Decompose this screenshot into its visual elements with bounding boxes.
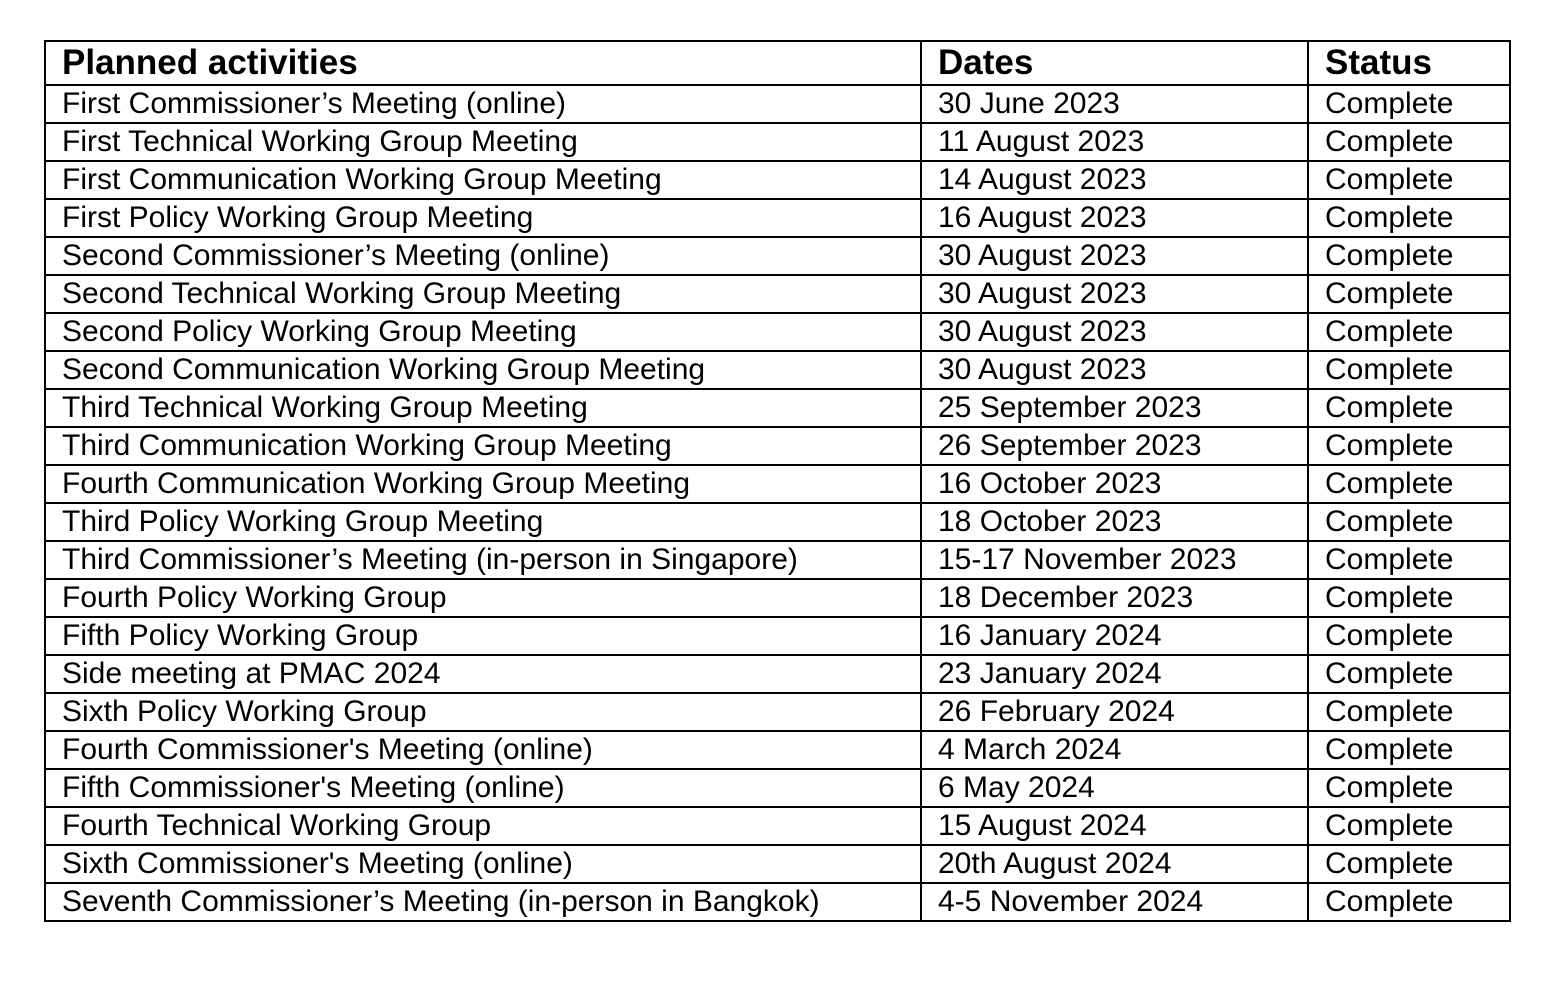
- date-cell: 4 March 2024: [921, 731, 1308, 769]
- status-cell: Complete: [1308, 883, 1510, 921]
- table-row: [45, 275, 1510, 313]
- activity-cell: First Technical Working Group Meeting: [45, 123, 921, 161]
- date-cell: 14 August 2023: [921, 161, 1308, 199]
- table-row: [45, 389, 1510, 427]
- table-row: [45, 123, 1510, 161]
- status-cell: Complete: [1308, 427, 1510, 465]
- status-cell: Complete: [1308, 313, 1510, 351]
- status-cell: Complete: [1308, 237, 1510, 275]
- table-row: [45, 199, 1510, 237]
- date-cell: 20th August 2024: [921, 845, 1308, 883]
- status-cell: Complete: [1308, 161, 1510, 199]
- activity-cell: Side meeting at PMAC 2024: [45, 655, 921, 693]
- activity-cell: Fourth Communication Working Group Meeting: [45, 465, 921, 503]
- table-row: [45, 313, 1510, 351]
- date-cell: 30 August 2023: [921, 313, 1308, 351]
- table-body: [45, 85, 1510, 921]
- activity-cell: Fourth Policy Working Group: [45, 579, 921, 617]
- table-row: [45, 351, 1510, 389]
- activity-cell: Second Technical Working Group Meeting: [45, 275, 921, 313]
- date-cell: 26 February 2024: [921, 693, 1308, 731]
- activity-cell: Second Communication Working Group Meeting: [45, 351, 921, 389]
- status-cell: Complete: [1308, 199, 1510, 237]
- status-cell: Complete: [1308, 693, 1510, 731]
- table-row: [45, 769, 1510, 807]
- status-cell: Complete: [1308, 845, 1510, 883]
- header-status: Status: [1308, 41, 1510, 85]
- date-cell: 26 September 2023: [921, 427, 1308, 465]
- status-cell: Complete: [1308, 351, 1510, 389]
- table-row: [45, 579, 1510, 617]
- table-row: [45, 161, 1510, 199]
- activity-cell: Fifth Commissioner's Meeting (online): [45, 769, 921, 807]
- date-cell: 15 August 2024: [921, 807, 1308, 845]
- table-row: [45, 85, 1510, 123]
- activity-cell: Third Technical Working Group Meeting: [45, 389, 921, 427]
- date-cell: 25 September 2023: [921, 389, 1308, 427]
- date-cell: 18 December 2023: [921, 579, 1308, 617]
- date-cell: 30 June 2023: [921, 85, 1308, 123]
- date-cell: 4-5 November 2024: [921, 883, 1308, 921]
- header-planned-activities: Planned activities: [45, 41, 921, 85]
- table-row: [45, 465, 1510, 503]
- status-cell: Complete: [1308, 731, 1510, 769]
- activity-cell: Fifth Policy Working Group: [45, 617, 921, 655]
- header-dates: Dates: [921, 41, 1308, 85]
- activity-cell: Fourth Commissioner's Meeting (online): [45, 731, 921, 769]
- status-cell: Complete: [1308, 275, 1510, 313]
- status-cell: Complete: [1308, 807, 1510, 845]
- table-row: [45, 807, 1510, 845]
- activity-cell: First Communication Working Group Meeting: [45, 161, 921, 199]
- activity-cell: Sixth Commissioner's Meeting (online): [45, 845, 921, 883]
- status-cell: Complete: [1308, 655, 1510, 693]
- status-cell: Complete: [1308, 503, 1510, 541]
- table-row: [45, 541, 1510, 579]
- activity-cell: Fourth Technical Working Group: [45, 807, 921, 845]
- activity-cell: Third Communication Working Group Meeting: [45, 427, 921, 465]
- table-row: [45, 617, 1510, 655]
- table-row: [45, 731, 1510, 769]
- date-cell: 18 October 2023: [921, 503, 1308, 541]
- table-header-row: [45, 41, 1510, 85]
- date-cell: 30 August 2023: [921, 237, 1308, 275]
- status-cell: Complete: [1308, 617, 1510, 655]
- date-cell: 15-17 November 2023: [921, 541, 1308, 579]
- date-cell: 23 January 2024: [921, 655, 1308, 693]
- status-cell: Complete: [1308, 541, 1510, 579]
- activities-table: [44, 40, 1511, 922]
- activity-cell: Third Policy Working Group Meeting: [45, 503, 921, 541]
- activity-cell: Third Commissioner’s Meeting (in-person in Singapore): [45, 541, 921, 579]
- table-row: [45, 503, 1510, 541]
- table-row: [45, 237, 1510, 275]
- table-row: [45, 883, 1510, 921]
- date-cell: 30 August 2023: [921, 275, 1308, 313]
- date-cell: 16 August 2023: [921, 199, 1308, 237]
- status-cell: Complete: [1308, 465, 1510, 503]
- status-cell: Complete: [1308, 85, 1510, 123]
- date-cell: 16 October 2023: [921, 465, 1308, 503]
- date-cell: 30 August 2023: [921, 351, 1308, 389]
- date-cell: 11 August 2023: [921, 123, 1308, 161]
- activity-cell: Seventh Commissioner’s Meeting (in-person in Bangkok): [45, 883, 921, 921]
- activity-cell: First Commissioner’s Meeting (online): [45, 85, 921, 123]
- activity-cell: Second Policy Working Group Meeting: [45, 313, 921, 351]
- date-cell: 16 January 2024: [921, 617, 1308, 655]
- status-cell: Complete: [1308, 389, 1510, 427]
- date-cell: 6 May 2024: [921, 769, 1308, 807]
- table-row: [45, 693, 1510, 731]
- table-row: [45, 655, 1510, 693]
- activity-cell: Sixth Policy Working Group: [45, 693, 921, 731]
- status-cell: Complete: [1308, 579, 1510, 617]
- status-cell: Complete: [1308, 123, 1510, 161]
- status-cell: Complete: [1308, 769, 1510, 807]
- activity-cell: Second Commissioner’s Meeting (online): [45, 237, 921, 275]
- table-row: [45, 845, 1510, 883]
- table-row: [45, 427, 1510, 465]
- activity-cell: First Policy Working Group Meeting: [45, 199, 921, 237]
